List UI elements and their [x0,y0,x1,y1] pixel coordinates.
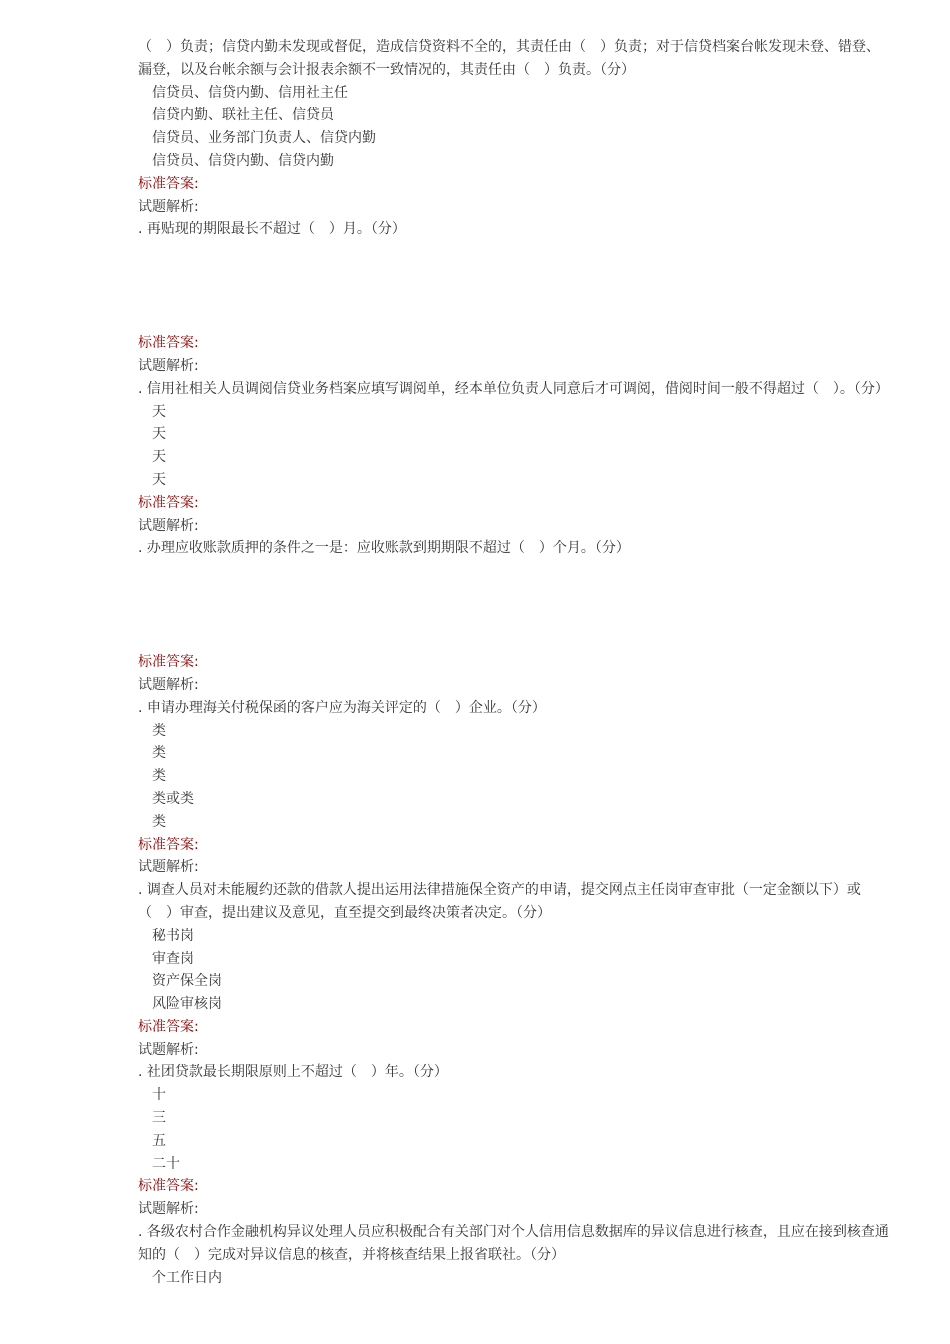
question-block [138,36,890,218]
option-item[interactable]: 三 [152,1110,166,1127]
answer-blank-space [138,560,890,651]
option-item[interactable]: 天 [152,471,166,488]
question-text: . 信用社相关人员调阅信贷业务档案应填写调阅单，经本单位负责人同意后才可调阅，借阅时间一般不得超过（ ）。（分） [138,380,889,397]
option-item[interactable]: 资产保全岗 [152,973,222,990]
option-item[interactable]: 秘书岗 [152,927,194,944]
standard-answer-label: 标准答案: [138,494,199,511]
option-item[interactable]: 信贷员、信贷内勤、信用社主任 [152,84,348,101]
standard-answer-label: 标准答案: [138,335,199,352]
question-block [138,1061,890,1221]
option-item[interactable]: 类 [152,745,166,762]
answer-blank-space [138,241,890,332]
option-item[interactable]: 天 [152,403,166,420]
option-item[interactable]: 个工作日内 [152,1269,222,1286]
question-block [138,697,890,879]
question-text: . 申请办理海关付税保函的客户应为海关评定的（ ）企业。（分） [138,699,546,716]
option-item[interactable]: 二十 [152,1155,180,1172]
analysis-label: 试题解析: [138,1201,199,1218]
option-item[interactable]: 天 [152,426,166,443]
standard-answer-label: 标准答案: [138,175,199,192]
standard-answer-label: 标准答案: [138,1018,199,1035]
question-text: . 社团贷款最长期限原则上不超过（ ）年。（分） [138,1064,448,1081]
question-block [138,537,890,696]
analysis-label: 试题解析: [138,357,199,374]
question-text: . 调查人员对未能履约还款的借款人提出运用法律措施保全资产的申请，提交网点主任岗审查审批（一定金额以下）或（ ）审查，提出建议及意见，直至提交到最终决策者决定。（分） [138,882,861,921]
analysis-label: 试题解析: [138,517,199,534]
analysis-label: 试题解析: [138,859,199,876]
standard-answer-label: 标准答案: [138,654,199,671]
standard-answer-label: 标准答案: [138,1178,199,1195]
analysis-label: 试题解析: [138,676,199,693]
question-block [138,1221,890,1289]
option-item[interactable]: 审查岗 [152,950,194,967]
option-item[interactable]: 五 [152,1132,166,1149]
question-block [138,378,890,538]
standard-answer-label: 标准答案: [138,836,199,853]
option-item[interactable]: 类或类 [152,790,194,807]
question-block [138,218,890,377]
question-text: . 办理应收账款质押的条件之一是：应收账款到期期限不超过（ ）个月。（分） [138,540,630,557]
option-item[interactable]: 类 [152,768,166,785]
option-item[interactable]: 信贷员、业务部门负责人、信贷内勤 [152,130,376,147]
question-text: . 各级农村合作金融机构异议处理人员应积极配合有关部门对个人信用信息数据库的异议信息进行核查，且应在接到核查通知的（ ）完成对异议信息的核查，并将核查结果上报省联社。（分） [138,1224,889,1263]
analysis-label: 试题解析: [138,1041,199,1058]
question-block [138,879,890,1061]
option-item[interactable]: 风险审核岗 [152,996,222,1013]
option-item[interactable]: 天 [152,449,166,466]
analysis-label: 试题解析: [138,198,199,215]
question-text: （ ）负责；信贷内勤未发现或督促，造成信贷资料不全的，其责任由（ ）负责；对于信贷档案台帐发现未登、错登、漏登，以及台帐余额与会计报表余额不一致情况的，其责任由（ ）负责。（分） [138,39,880,78]
option-item[interactable]: 信贷员、信贷内勤、信贷内勤 [152,152,334,169]
option-item[interactable]: 类 [152,813,166,830]
option-item[interactable]: 信贷内勤、联社主任、信贷员 [152,107,334,124]
question-text: . 再贴现的期限最长不超过（ ）月。（分） [138,221,406,238]
option-item[interactable]: 类 [152,722,166,739]
option-item[interactable]: 十 [152,1087,166,1104]
